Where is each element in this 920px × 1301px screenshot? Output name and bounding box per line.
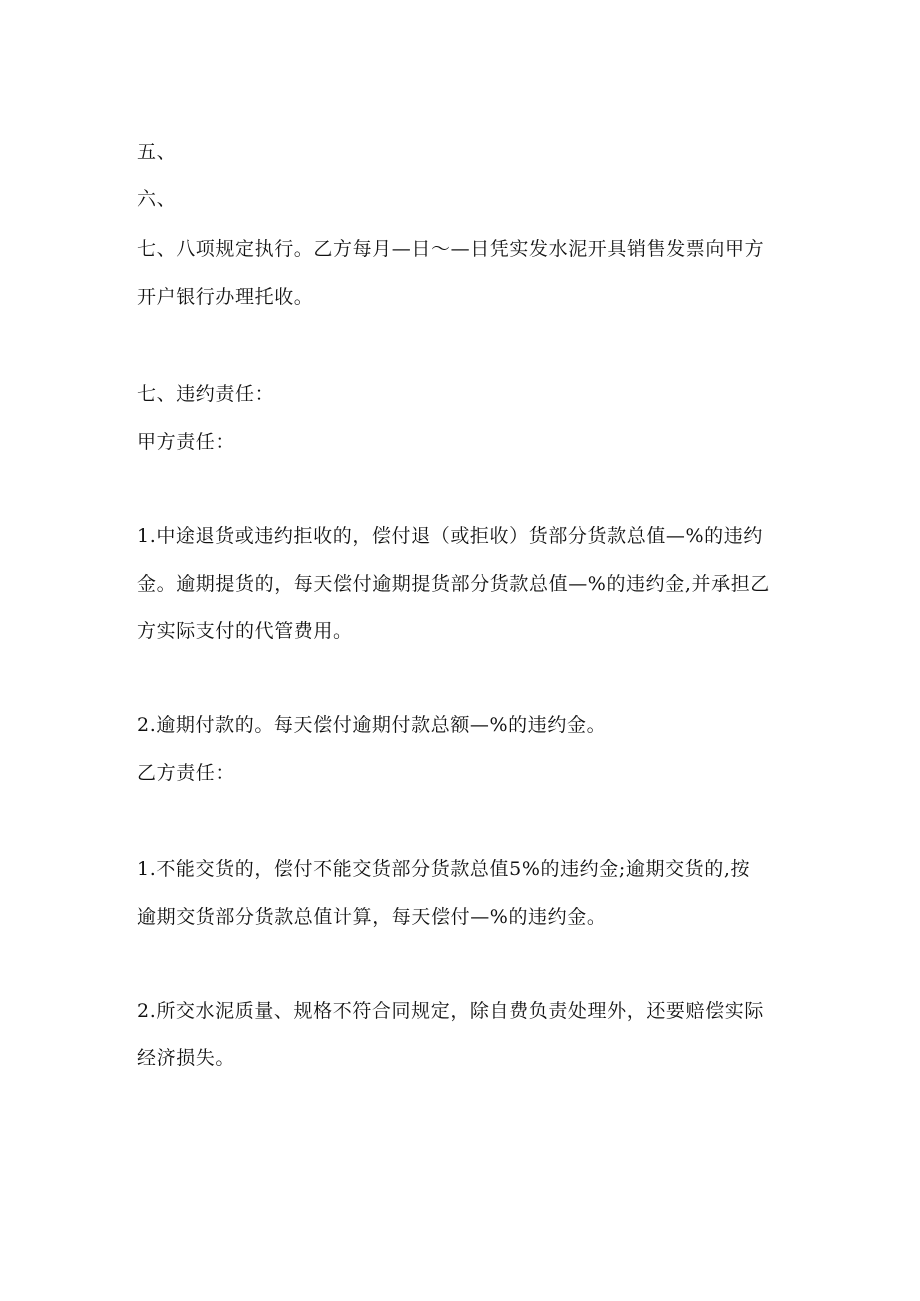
- party-a-clause-1-line-3: 方实际支付的代管费用。: [137, 620, 353, 642]
- payment-text-line-2: 开户银行办理托收。: [137, 286, 314, 308]
- party-b-clause-2-line-1: 2.所交水泥质量、规格不符合同规定，除自费负责处理外，还要赔偿实际: [137, 1000, 764, 1022]
- party-b-clause-2-line-2: 经济损失。: [137, 1047, 236, 1069]
- party-a-heading: 甲方责任：: [137, 431, 236, 453]
- party-b-heading: 乙方责任：: [137, 762, 236, 784]
- item-five: 五、: [137, 141, 177, 163]
- party-b-clause-1-line-2: 逾期交货部分货款总值计算，每天偿付—%的违约金。: [137, 906, 607, 928]
- section-heading-liability: 七、违约责任：: [137, 383, 275, 405]
- party-a-clause-1-line-2: 金。逾期提货的，每天偿付逾期提货部分货款总值—%的违约金,并承担乙: [137, 573, 770, 595]
- item-six: 六、: [137, 188, 177, 210]
- payment-text-line-1: 七、八项规定执行。乙方每月—日～—日凭实发水泥开具销售发票向甲方: [137, 238, 765, 260]
- party-a-clause-2: 2.逾期付款的。每天偿付逾期付款总额—%的违约金。: [137, 714, 607, 736]
- party-a-clause-1-line-1: 1.中途退货或违约拒收的，偿付退（或拒收）货部分货款总值—%的违约: [137, 525, 763, 547]
- party-b-clause-1-line-1: 1.不能交货的，偿付不能交货部分货款总值5%的违约金;逾期交货的,按: [137, 858, 751, 880]
